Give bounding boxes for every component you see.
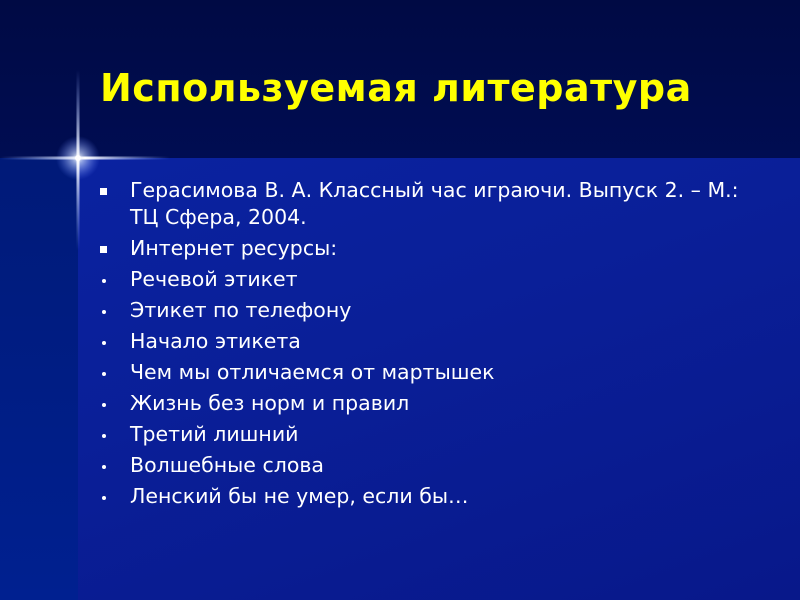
list-item: [96, 297, 756, 324]
list-item-text: Ленский бы не умер, если бы…: [130, 484, 469, 508]
list-item-text: Этикет по телефону: [130, 298, 352, 322]
list-item: [96, 421, 756, 448]
list-item-text: Интернет ресурсы:: [130, 236, 338, 260]
dot-bullet-icon: [102, 341, 106, 345]
dot-bullet-icon: [102, 496, 106, 500]
list-item-text: Начало этикета: [130, 329, 301, 353]
literature-list: [96, 177, 756, 514]
dot-bullet-icon: [102, 372, 106, 376]
square-bullet-icon: [100, 246, 107, 253]
list-item-text: Чем мы отличаемся от мартышек: [130, 360, 495, 384]
list-item: [96, 390, 756, 417]
slide-title: Используемая литература: [100, 66, 692, 110]
dot-bullet-icon: [102, 279, 106, 283]
list-item: [96, 266, 756, 293]
list-item-text: Третий лишний: [130, 422, 299, 446]
list-item: [96, 235, 756, 262]
dot-bullet-icon: [102, 310, 106, 314]
list-item-text: Герасимова В. А. Классный час играючи. Выпуск 2. – М.: ТЦ Сфера, 2004.: [130, 178, 739, 229]
list-item: [96, 177, 756, 231]
dot-bullet-icon: [102, 465, 106, 469]
list-item: [96, 359, 756, 386]
left-strip: [0, 158, 78, 600]
dot-bullet-icon: [102, 403, 106, 407]
list-item: [96, 328, 756, 355]
list-item-text: Речевой этикет: [130, 267, 298, 291]
list-item: [96, 452, 756, 479]
list-item-text: Волшебные слова: [130, 453, 324, 477]
list-item-text: Жизнь без норм и правил: [130, 391, 410, 415]
list-item: [96, 483, 756, 510]
dot-bullet-icon: [102, 434, 106, 438]
square-bullet-icon: [100, 188, 107, 195]
